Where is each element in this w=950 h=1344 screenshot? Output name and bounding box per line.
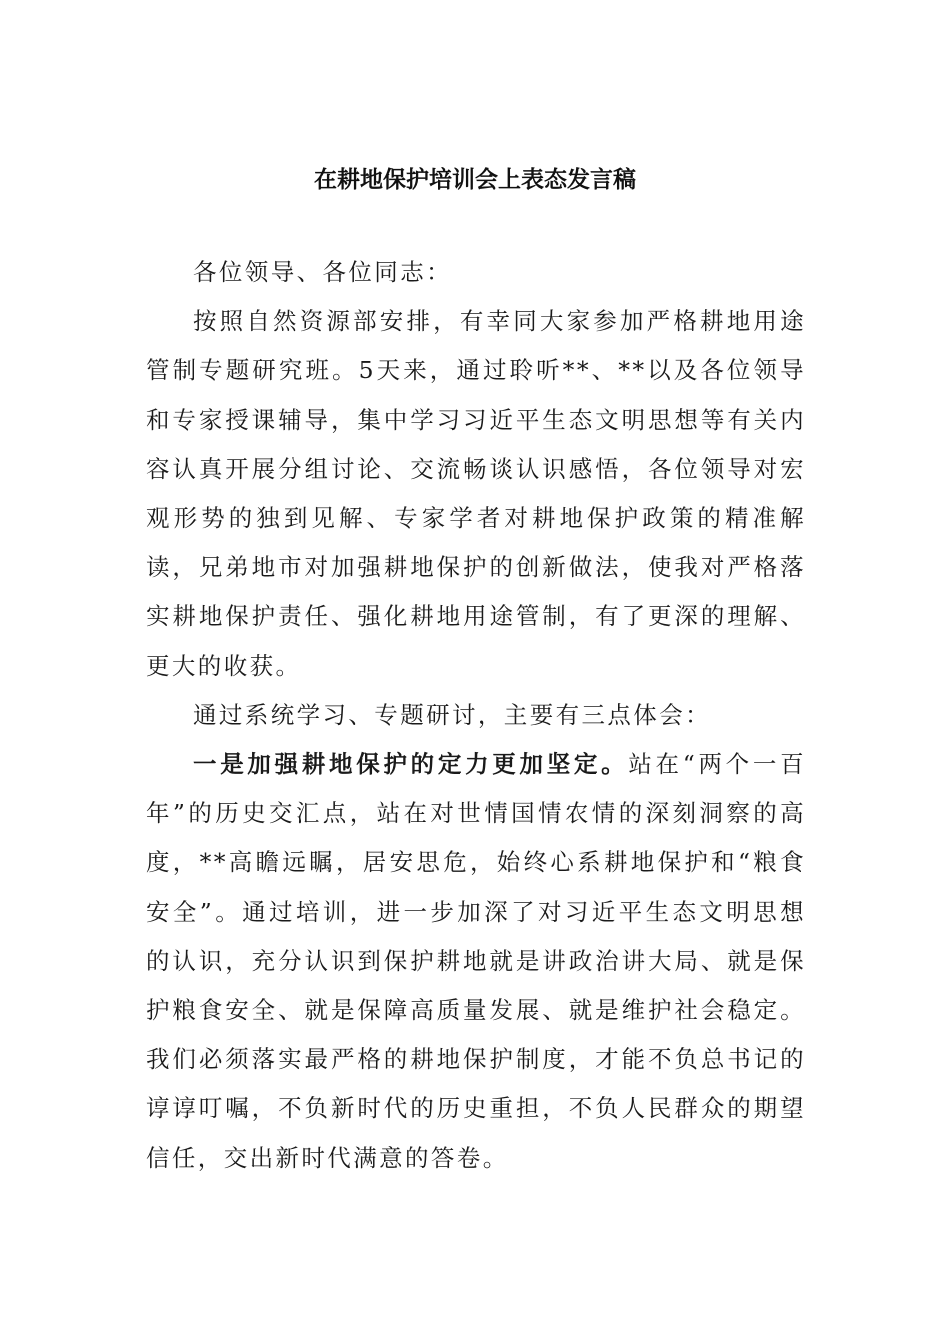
paragraph-point-one bbox=[146, 740, 806, 1183]
point-one-heading: 一是加强耕地保护的定力更加坚定。 bbox=[193, 750, 629, 779]
paragraph-summary: 通过系统学习、专题研讨，主要有三点体会： bbox=[193, 700, 711, 729]
document-title: 在耕地保护培训会上表态发言稿 bbox=[314, 167, 636, 193]
salutation: 各位领导、各位同志： bbox=[193, 258, 452, 286]
paragraph-intro: 按照自然资源部安排，有幸同大家参加严格耕地用途管制专题研究班。5天来，通过聆听**、**以及各位领导和专家授课辅导，集中学习习近平生态文明思想等有关内容认真开展分组讨论、交流畅谈认识感悟，各位领导对宏观形势的独到见解、专家学者对耕地保护政策的精准解读，兄弟地市对加强耕地保护的创新做法，使我对严格落实耕地保护责任、强化耕地用途管制，有了更深的理解、更大的收获。 bbox=[146, 307, 806, 680]
document-body bbox=[146, 248, 806, 1183]
point-one-body: 站在“两个一百年”的历史交汇点，站在对世情国情农情的深刻洞察的高度，**高瞻远瞩，居安思危，始终心系耕地保护和“粮食安全”。通过培训，进一步加深了对习近平生态文明思想的认识，充分认识到保护耕地就是讲政治讲大局、就是保护粮食安全、就是保障高质量发展、就是维护社会稳定。我们必须落实最严格的耕地保护制度，才能不负总书记的谆谆叮嘱，不负新时代的历史重担，不负人民群众的期望信任，交出新时代满意的答卷。 bbox=[146, 750, 806, 1172]
